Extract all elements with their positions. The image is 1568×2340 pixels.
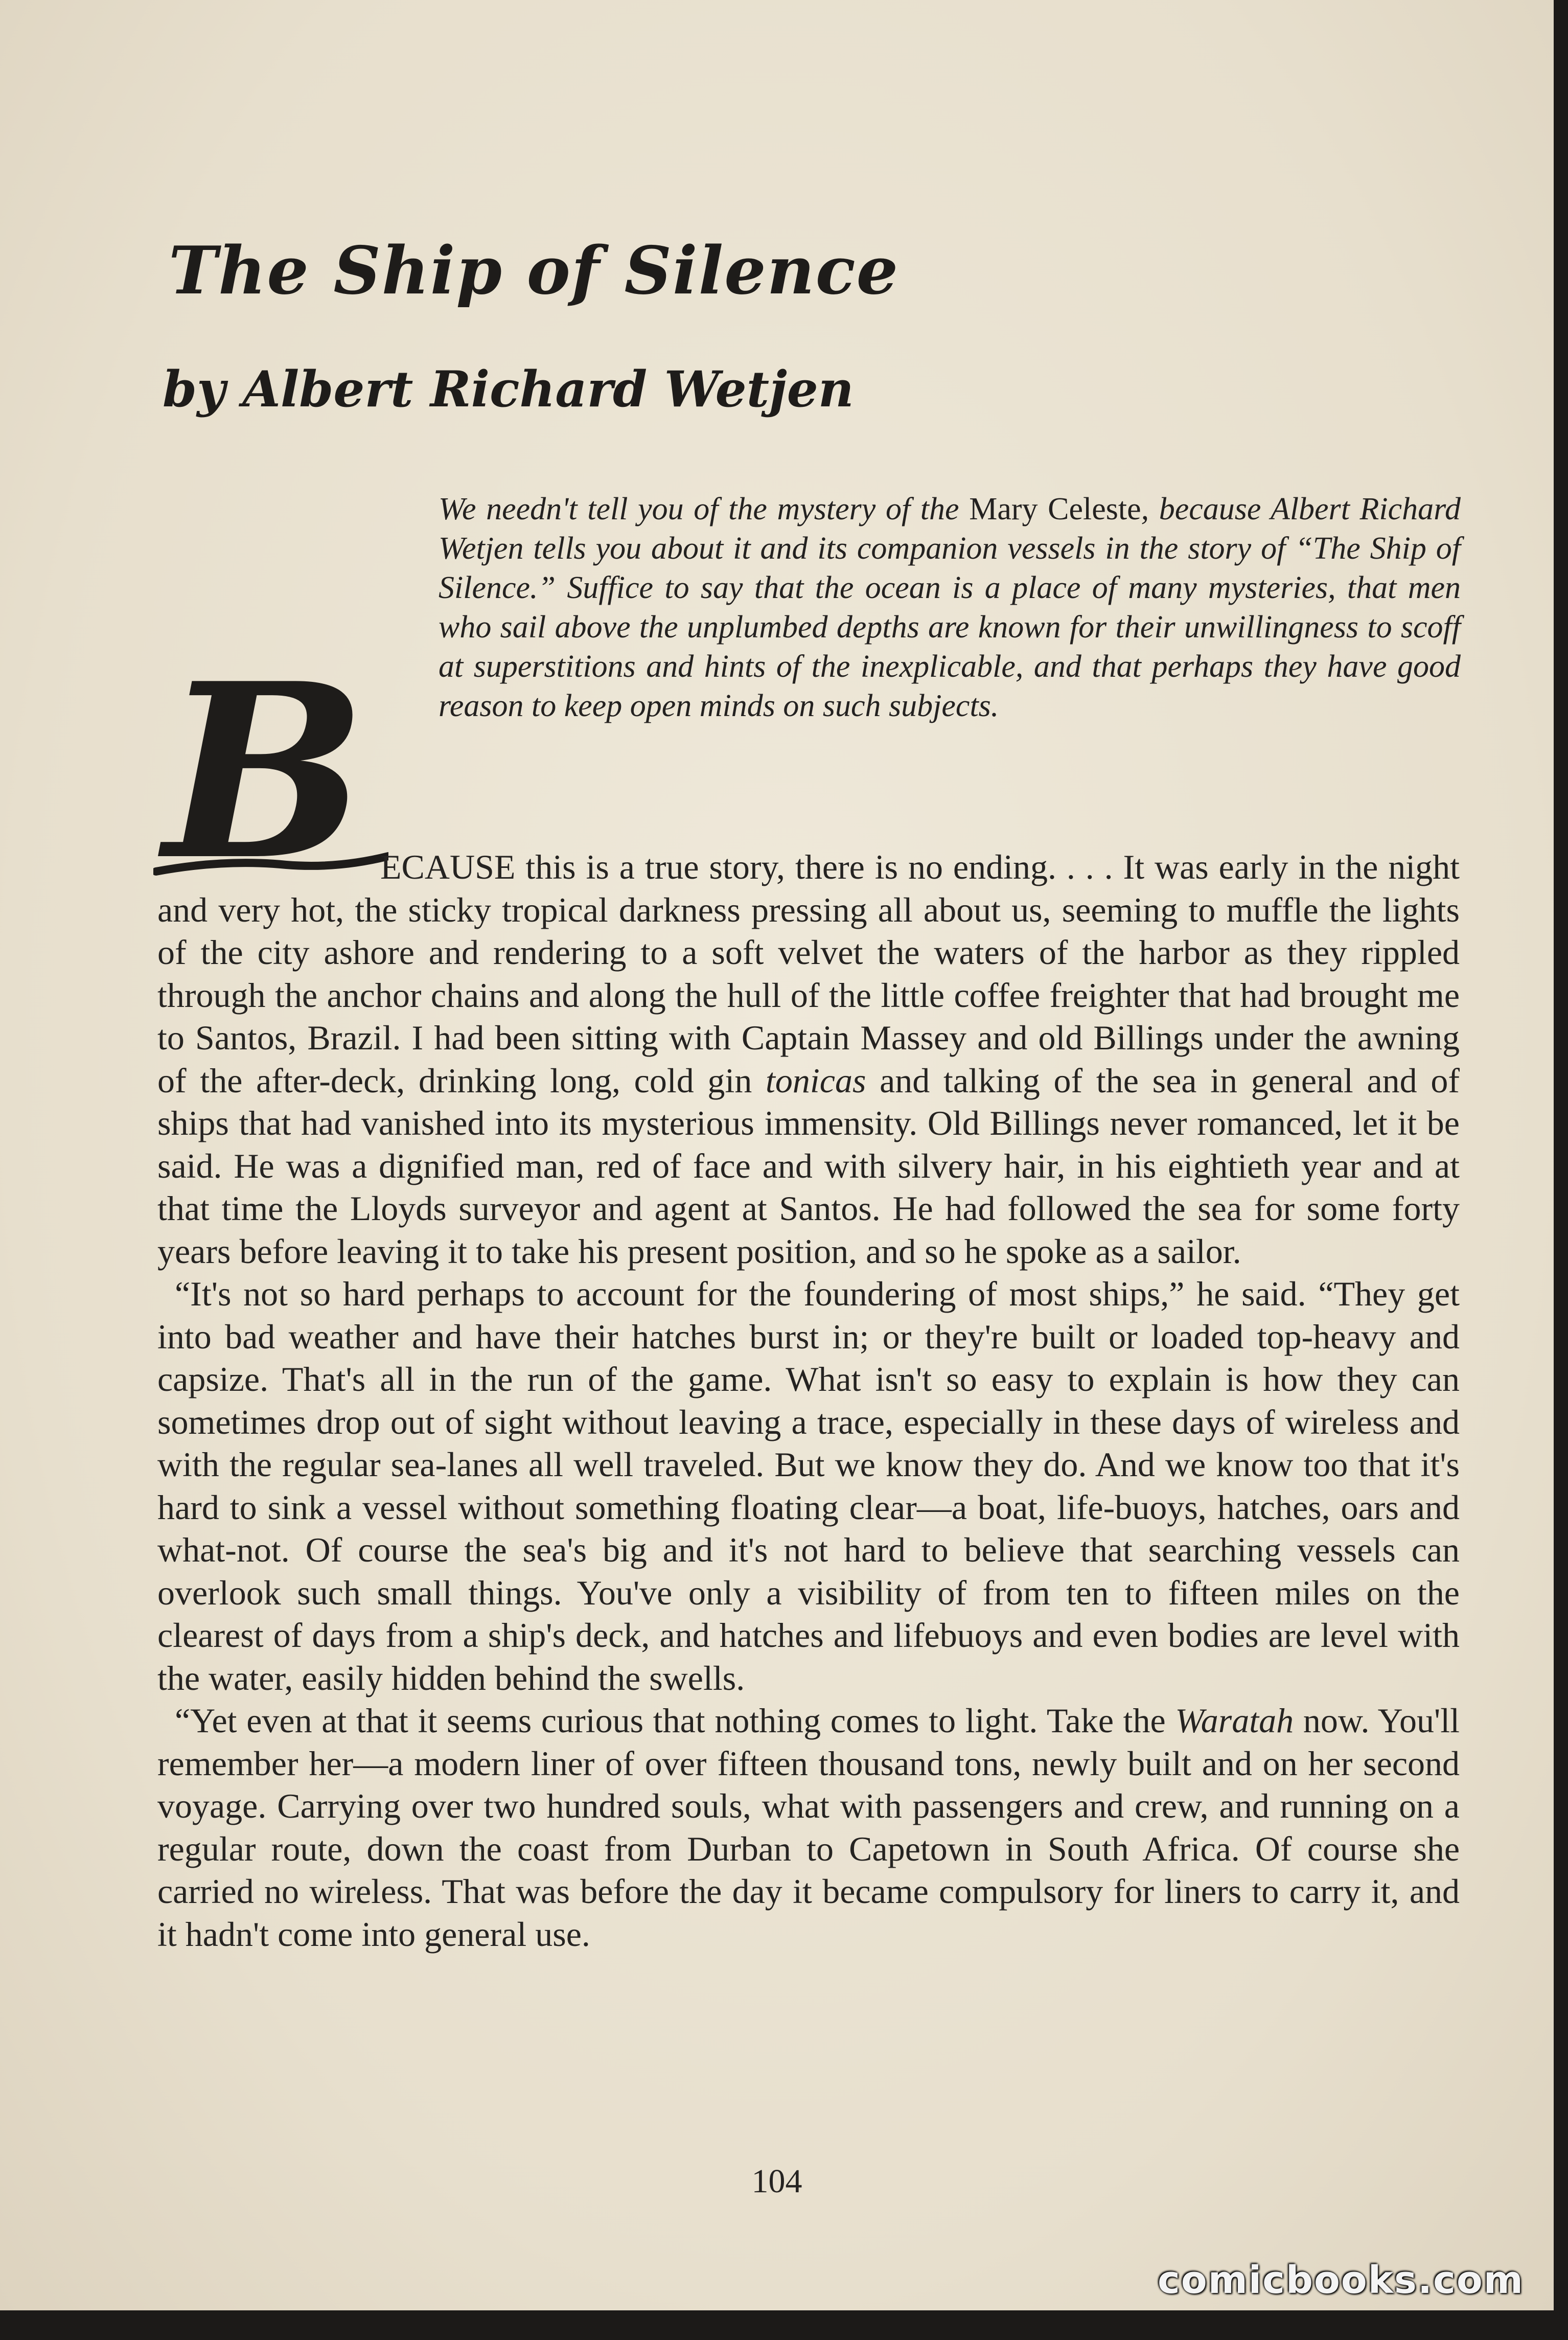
watermark: comicbooks.com <box>1158 2258 1524 2302</box>
drop-cap-glyph: B <box>164 654 367 884</box>
intro-ship-name: Mary Celeste <box>969 492 1141 526</box>
paragraph-3-italic: Waratah <box>1175 1701 1294 1740</box>
page-number: 104 <box>751 2163 802 2200</box>
intro-blurb <box>439 490 1461 726</box>
story-title: The Ship of Silence <box>169 233 900 309</box>
paragraph-1 <box>157 846 1460 1273</box>
paragraph-1-text-cont: and talking of the sea in general and of ships that had vanished into its mysterious immensity. Old Billings never romanced, let it be said. He was a dignified man, red of face and with silvery hair, in his eightieth year and at that time the Lloyds surveyor and agent at Santos. He had followed the sea for some forty years before leaving it to take his present position, and so he spoke as a sailor. <box>157 1061 1460 1271</box>
paragraph-2: “It's not so hard perhaps to account for the foundering of most ships,” he said. “They get into bad weather and have their hatches burst in; or they're built or loaded top-heavy and capsize. That's all in the run of the game. What isn't so easy to explain is how they can sometimes drop out of sight without leaving a trace, especially in these days of wireless and with the regular sea-lanes all well traveled. But we know they do. And we know too that it's hard to sink a vessel without something floating clear—a boat, life-buoys, hatches, oars and what-not. Of course the sea's big and it's not hard to believe that searching vessels can overlook such small things. You've only a visibility of from ten to fifteen miles on the clearest of days from a ship's deck, and hatches and lifebuoys and even bodies are level with the water, easily hidden behind the swells. <box>157 1274 1460 1697</box>
paragraph-1-text: ECAUSE this is a true story, there is no ending. . . . It was early in the night and very hot, the sticky tropical darkness pressing all about us, seeming to muffle the lights of the city ashore and rendering to a soft velvet the waters of the harbor as they rippled through the anchor chains and along the hull of the little coffee freighter that had brought me to Santos, Brazil. I had been sitting with Captain Massey and old Billings under the awning of the after-deck, drinking long, cold gin <box>157 847 1460 1100</box>
author-byline: by Albert Richard Wetjen <box>163 360 854 418</box>
paragraph-3-text-cont: now. You'll remember her—a modern liner of over fifteen thousand tons, newly built and on her second voyage. Carrying over two hundred souls, what with passengers and crew, and running on a regular route, down the coast from Durban to Capetown in South Africa. Of course she carried no wireless. That was before the day it became compulsory for liners to carry it, and it hadn't come into general use. <box>157 1701 1460 1954</box>
paragraph-3-text: “Yet even at that it seems curious that nothing comes to light. Take the <box>175 1701 1175 1740</box>
story-body <box>157 846 1460 1956</box>
paragraph-1-italic: tonicas <box>766 1061 866 1100</box>
intro-text-part2: , because Albert Richard Wetjen tells you about it and its companion vessels in the story of “The Ship of Silence.” Suffice to say that the ocean is a place of many mysteries, that men who sail above the unplumbed depths are known for their unwillingness to scoff at superstitions and hints of the inexplicable, and that perhaps they have good reason to keep open minds on such subjects. <box>439 492 1461 723</box>
paragraph-3 <box>157 1700 1460 1956</box>
intro-text-part1: We needn't tell you of the mystery of the <box>439 492 970 526</box>
